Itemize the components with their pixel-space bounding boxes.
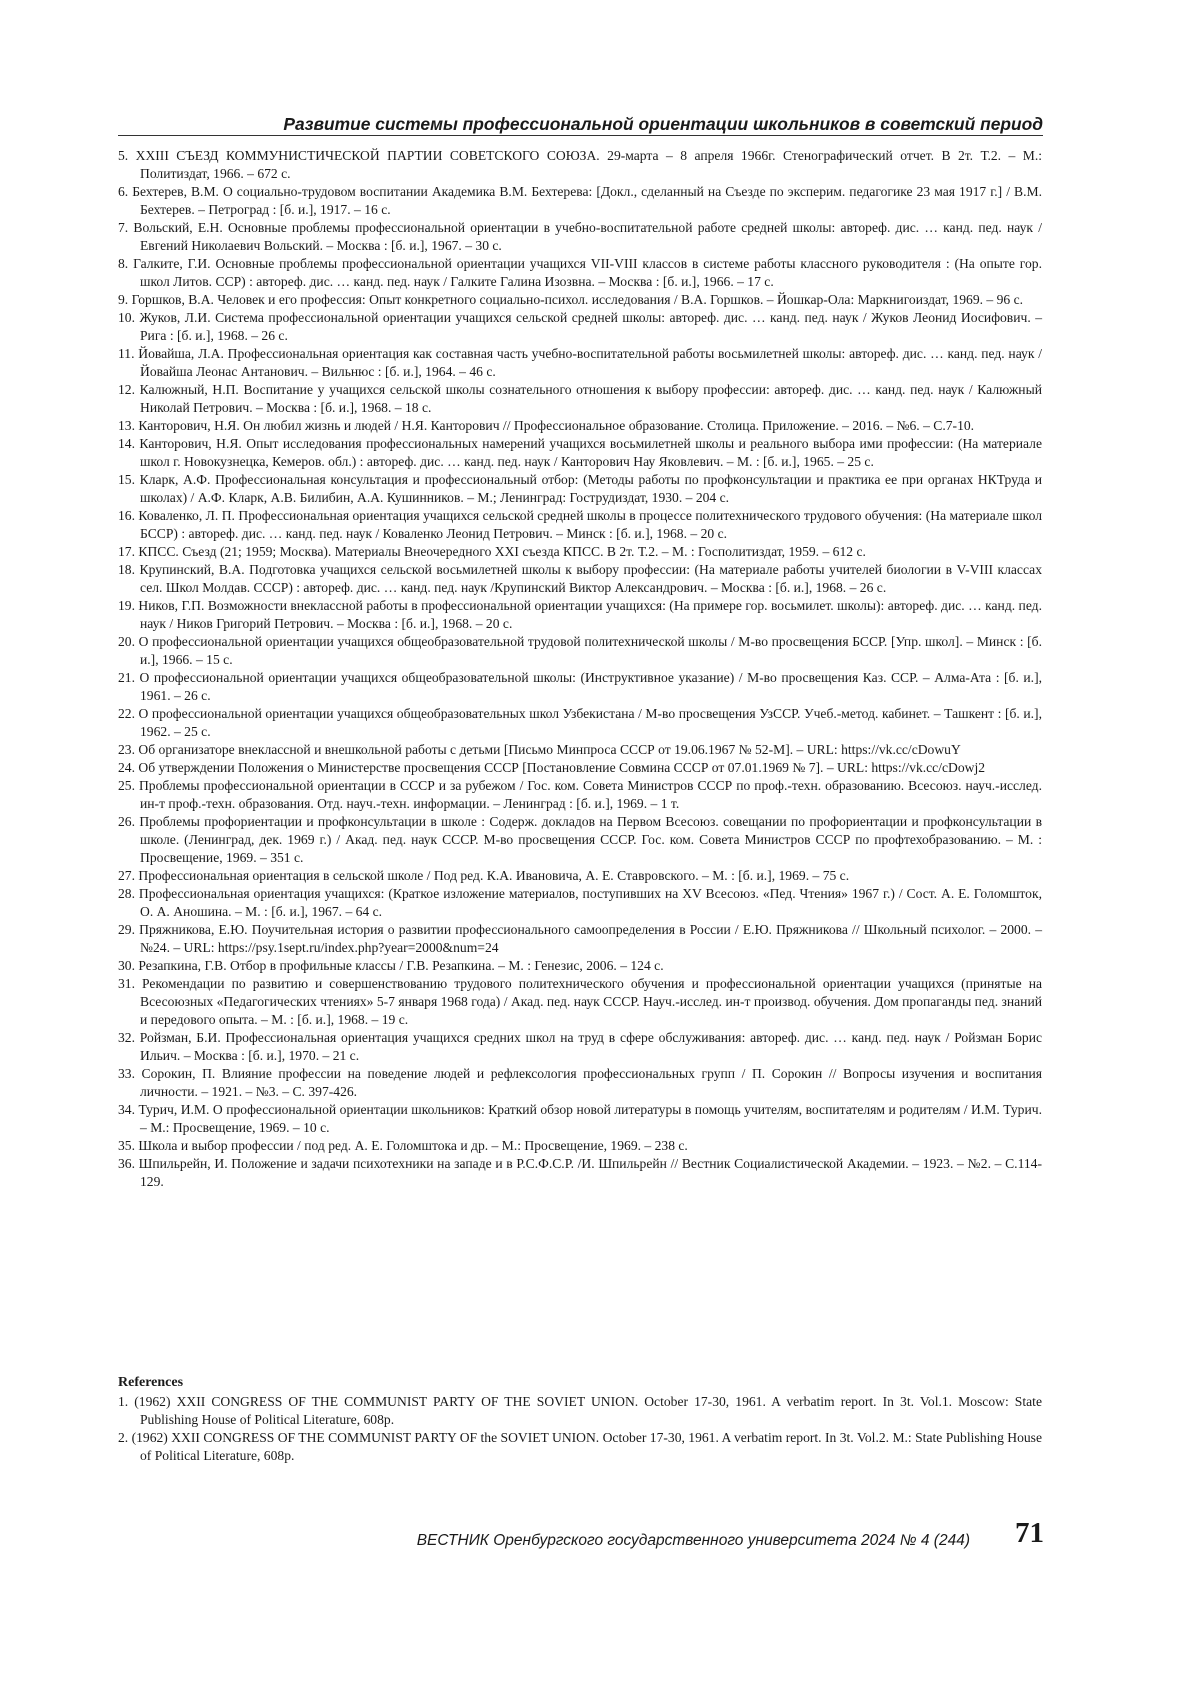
reference-item: 11. Йовайша, Л.А. Профессиональная ориентация как составная часть учебно-воспитательной работы восьмилетней школы: автореф. дис. … канд. пед. наук / Йовайша Леонас Антанович. – Вильнюс : [б. и.], 1964. – 46 с.	[118, 346, 1042, 379]
references-heading: References	[118, 1375, 184, 1390]
english-reference-list	[118, 1393, 1042, 1465]
reference-item: 26. Проблемы профориентации и профконсультации в школе : Содерж. докладов на Первом Всесоюз. совещании по профориентации и профконсультации в школе. (Ленинград, дек. 1969 г.) / Акад. пед. наук СССР. М-во просвещения СССР. Гос. ком. Совета Министров СССР по профтехобразованию. – М. : Просвещение, 1969. – 351 с.	[118, 814, 1042, 865]
reference-item: 28. Профессиональная ориентация учащихся: (Краткое изложение материалов, поступивших на XV Всесоюз. «Пед. Чтения» 1967 г.) / Сост. А. Е. Голомшток, О. А. Аношина. – М. : [б. и.], 1967. – 64 с.	[118, 886, 1042, 919]
reference-item: 25. Проблемы профессиональной ориентации в СССР и за рубежом / Гос. ком. Совета Министров СССР по проф.-техн. образованию. Всесоюз. науч.-исслед. ин-т проф.-техн. образования. Отд. науч.-техн. информации. – Ленинград : [б. и.], 1969. – 1 т.	[118, 778, 1042, 811]
reference-list	[118, 147, 1042, 1191]
reference-item: 33. Сорокин, П. Влияние профессии на поведение людей и рефлексология профессиональных групп / П. Сорокин // Вопросы изучения и воспитания личности. – 1921. – №3. – С. 397-426.	[118, 1066, 1042, 1099]
reference-item: 15. Кларк, А.Ф. Профессиональная консультация и профессиональный отбор: (Методы работы по профконсультации и практика ее при органах НКТруда и школах) / А.Ф. Кларк, А.В. Билибин, А.А. Кушинников. – М.; Ленинград: Гострудиздат, 1930. – 204 с.	[118, 472, 1042, 505]
reference-item: 29. Пряжникова, Е.Ю. Поучительная история о развитии профессионального самоопределения в России / Е.Ю. Пряжникова // Школьный психолог. – 2000. – №24. – URL: https://psy.1sept.ru/index.php?year=2000&num=24	[118, 922, 1042, 955]
reference-item: 24. Об утверждении Положения о Министерстве просвещения СССР [Постановление Совмина СССР от 07.01.1969 № 7]. – URL: https://vk.cc/cDowj2	[118, 760, 986, 775]
reference-item: 30. Резапкина, Г.В. Отбор в профильные классы / Г.В. Резапкина. – М. : Генезис, 2006. – 124 с.	[118, 958, 664, 973]
reference-item: 14. Канторович, Н.Я. Опыт исследования профессиональных намерений учащихся восьмилетней школы и реального выбора ими профессии: (На материале школ г. Новокузнецка, Кемеров. обл.) : автореф. дис. … канд. пед. наук / Канторович Нау Яковлевич. – М. : [б. и.], 1965. – 25 с.	[118, 436, 1042, 469]
reference-item: 21. О профессиональной ориентации учащихся общеобразовательной школы: (Инструктивное указание) / М-во просвещения Каз. ССР. – Алма-Ата : [б. и.], 1961. – 26 с.	[118, 670, 1042, 703]
reference-item: 22. О профессиональной ориентации учащихся общеобразовательных школ Узбекистана / М-во просвещения УзССР. Учеб.-метод. кабинет. – Ташкент : [б. и.], 1962. – 25 с.	[118, 706, 1042, 739]
reference-item: 23. Об организаторе внеклассной и внешкольной работы с детьми [Письмо Минпроса СССР от 19.06.1967 № 52-М]. – URL: https://vk.cc/cDowuY	[118, 742, 961, 757]
reference-item: 31. Рекомендации по развитию и совершенствованию трудового политехнического обучения и профессиональной ориентации учащихся (принятые на Всесоюзных «Педагогических чтениях» 5-7 января 1968 года) / Акад. пед. наук СССР. Науч.-исслед. ин-т производ. обучения. Дом пропаганды пед. знаний и передового опыта. – М. : [б. и.], 1968. – 19 с.	[118, 976, 1042, 1027]
reference-item: 32. Ройзман, Б.И. Профессиональная ориентация учащихся средних школ на труд в сфере обслуживания: автореф. дис. … канд. пед. наук / Ройзман Борис Ильич. – Москва : [б. и.], 1970. – 21 с.	[118, 1030, 1042, 1063]
reference-item: 13. Канторович, Н.Я. Он любил жизнь и людей / Н.Я. Канторович // Профессиональное образование. Столица. Приложение. – 2016. – №6. – С.7-10.	[118, 418, 975, 433]
reference-item: 35. Школа и выбор профессии / под ред. А. Е. Голомштока и др. – М.: Просвещение, 1969. – 238 с.	[118, 1138, 688, 1153]
reference-item: 9. Горшков, В.А. Человек и его профессия: Опыт конкретного социально-психол. исследования / В.А. Горшков. – Йошкар-Ола: Маркнигоиздат, 1969. – 96 с.	[118, 292, 1024, 307]
reference-item: 18. Крупинский, В.А. Подготовка учащихся сельской восьмилетней школы к выбору профессии: (На материале работы учителей биологии в V-VIII классах сел. Школ Молдав. СССР) : автореф. дис. … канд. пед. наук /Крупинский Виктор Александрович. – Москва : [б. и.], 1968. – 26 с.	[118, 562, 1042, 595]
reference-item: 16. Коваленко, Л. П. Профессиональная ориентация учащихся сельской средней школы в процессе политехнического трудового обучения: (На материале школ БССР) : автореф. дис. … канд. пед. наук / Коваленко Леонид Петрович. – Минск : [б. и.], 1968. – 20 с.	[118, 508, 1042, 541]
reference-item: 7. Вольский, Е.Н. Основные проблемы профессиональной ориентации в учебно-воспитательной работе средней школы: автореф. дис. … канд. пед. наук / Евгений Николаевич Вольский. – Москва : [б. и.], 1967. – 30 с.	[118, 220, 1042, 253]
reference-item: 34. Турич, И.М. О профессиональной ориентации школьников: Краткий обзор новой литературы в помощь учителям, воспитателям и родителям / И.М. Турич. – М.: Просвещение, 1969. – 10 с.	[118, 1102, 1042, 1135]
reference-item: 2. (1962) XXII CONGRESS OF THE COMMUNIST PARTY OF the SOVIET UNION. October 17-30, 1961. A verbatim report. In 3t. Vol.2. M.: State Publishing House of Political Literature, 608p.	[118, 1430, 1042, 1463]
reference-item: 36. Шпильрейн, И. Положение и задачи психотехники на западе и в Р.С.Ф.С.Р. /И. Шпильрейн // Вестник Социалистической Академии. – 1923. – №2. – С.114-129.	[118, 1156, 1042, 1189]
reference-item: 19. Ников, Г.П. Возможности внеклассной работы в профессиональной ориентации учащихся: (На примере гор. восьмилет. школы): автореф. дис. … канд. пед. наук / Ников Григорий Петрович. – Москва : [б. и.], 1968. – 20 с.	[118, 598, 1042, 631]
reference-item: 8. Галките, Г.И. Основные проблемы профессиональной ориентации учащихся VII-VIII классов в системе работы классного руководителя : (На опыте гор. школ Литов. ССР) : автореф. дис. … канд. пед. наук / Галките Галина Изозвна. – Москва : [б. и.], 1966. – 17 с.	[118, 256, 1042, 289]
reference-item: 1. (1962) XXII CONGRESS OF THE COMMUNIST PARTY OF THE SOVIET UNION. October 17-30, 1961. A verbatim report. In 3t. Vol.1. Moscow: State Publishing House of Political Literature, 608p.	[118, 1394, 1042, 1427]
journal-footer: ВЕСТНИК Оренбургского государственного университета 2024 № 4 (244)	[416, 1532, 970, 1549]
reference-item: 20. О профессиональной ориентации учащихся общеобразовательной трудовой политехнической школы / М-во просвещения БССР. [Упр. школ]. – Минск : [б. и.], 1966. – 15 с.	[118, 634, 1042, 667]
reference-item: 17. КПСС. Съезд (21; 1959; Москва). Материалы Внеочередного XXI съезда КПСС. В 2т. Т.2. – М. : Госполитиздат, 1959. – 612 с.	[118, 544, 866, 559]
reference-item: 27. Профессиональная ориентация в сельской школе / Под ред. К.А. Ивановича, А. Е. Ставровского. – М. : [б. и.], 1969. – 75 с.	[118, 868, 850, 883]
header-divider	[118, 135, 1043, 136]
reference-item: 12. Калюжный, Н.П. Воспитание у учащихся сельской школы сознательного отношения к выбору профессии: автореф. дис. … канд. пед. наук / Калюжный Николай Петрович. – Москва : [б. и.], 1968. – 18 с.	[118, 382, 1042, 415]
reference-item: 5. XXIII СЪЕЗД КОММУНИСТИЧЕСКОЙ ПАРТИИ СОВЕТСКОГО СОЮЗА. 29-марта – 8 апреля 1966г. Стенографический отчет. В 2т. Т.2. – М.: Политиздат, 1966. – 672 с.	[118, 148, 1042, 181]
page-number: 71	[1015, 1517, 1044, 1549]
running-header-title: Развитие системы профессиональной ориентации школьников в советский период	[283, 114, 1043, 134]
reference-item: 6. Бехтерев, В.М. О социально-трудовом воспитании Академика В.М. Бехтерева: [Докл., сделанный на Съезде по эксперим. педагогике 23 мая 1917 г.] / В.М. Бехтерев. – Петроград : [б. и.], 1917. – 16 с.	[118, 184, 1042, 217]
reference-item: 10. Жуков, Л.И. Система профессиональной ориентации учащихся сельской средней школы: автореф. дис. … канд. пед. наук / Жуков Леонид Иосифович. – Рига : [б. и.], 1968. – 26 с.	[118, 310, 1042, 343]
